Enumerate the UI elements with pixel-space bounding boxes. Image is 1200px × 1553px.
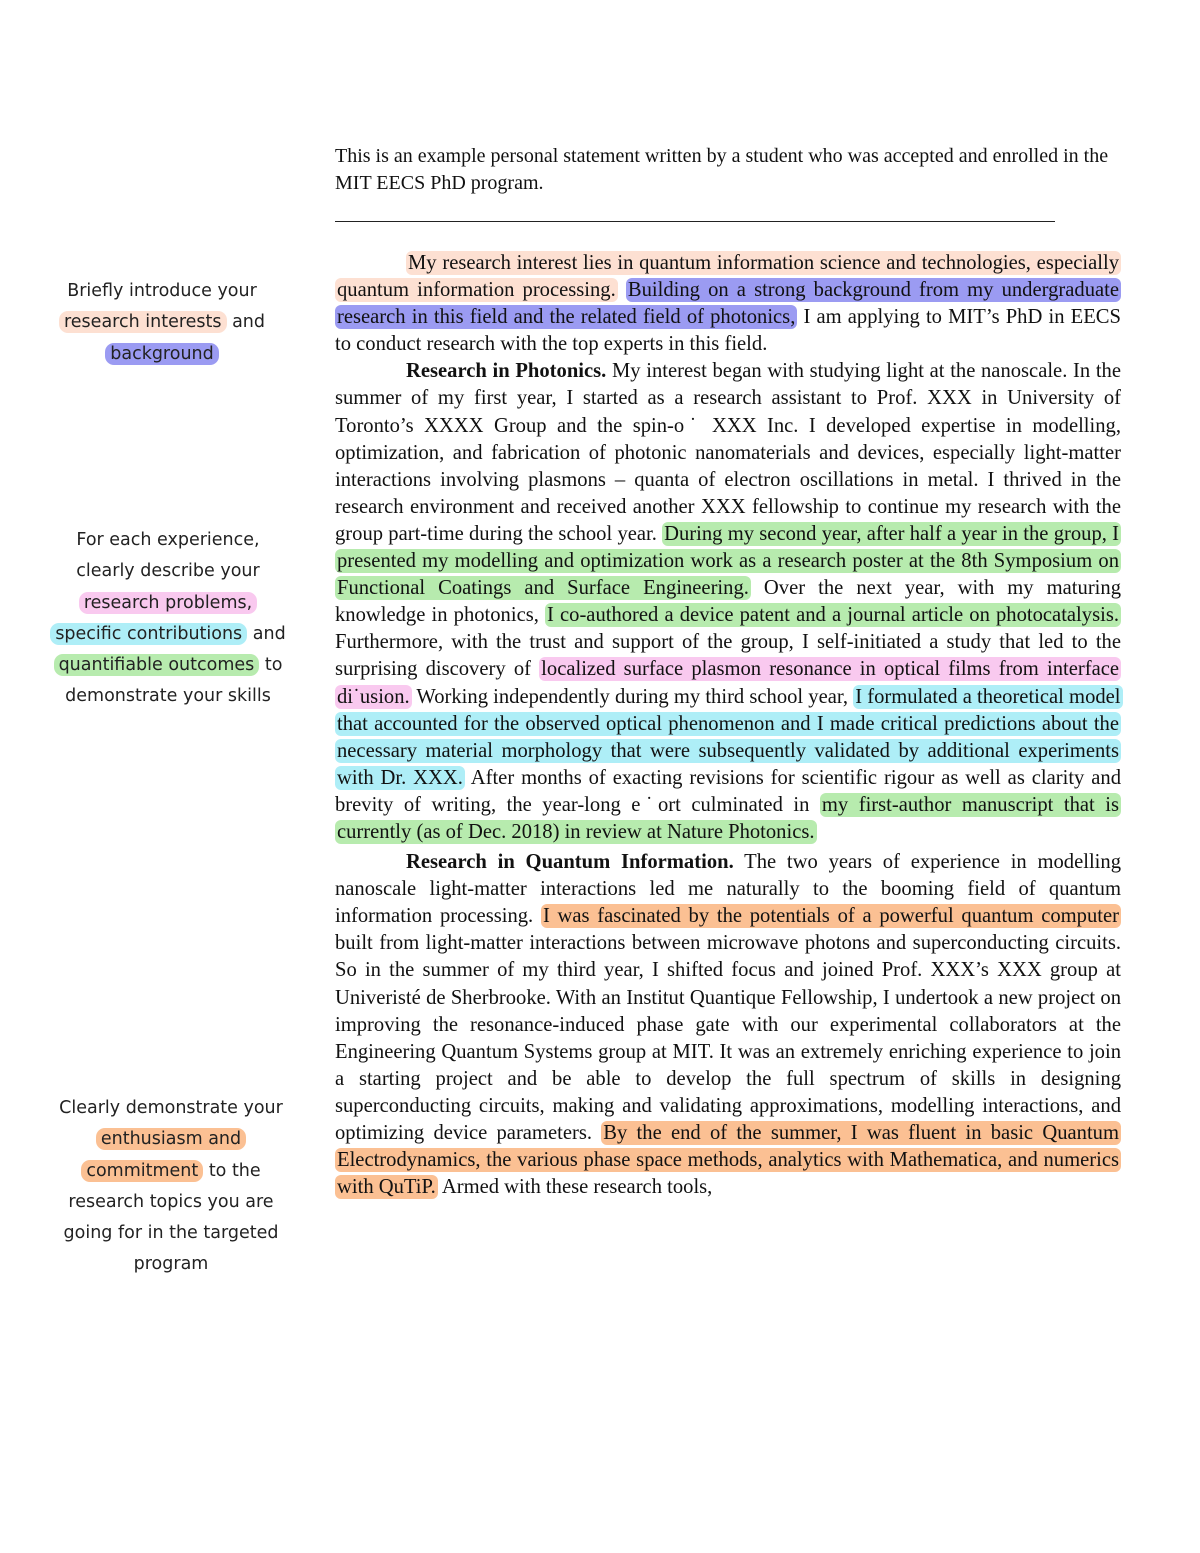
paragraph-text: Armed with these research tools, (437, 1176, 713, 1199)
note-highlight-background: background (105, 343, 219, 365)
section-heading-photonics: Research in Photonics. (406, 360, 607, 383)
paragraph-text: Furthermore, with the trust and support of the group, I self-initiated a study that led to the surprising discovery of (335, 631, 1121, 681)
paragraph-text: The two years of experience in modelling nanoscale light-matter interactions led me naturally to the booming field of quantum information processing. (335, 851, 1121, 928)
margin-note-enthusiasm (41, 1093, 301, 1281)
note-line: going for in the targeted (63, 1223, 279, 1244)
highlight-commitment: By the end of the summer, I was fluent in basic Quantum Electrodynamics, the various phase space methods, analytics with Mathematica, and numerics with QuTiP. (337, 1122, 1119, 1199)
note-text: to (259, 655, 283, 676)
note-highlight-specific-contributions: specific contributions (50, 623, 247, 645)
note-highlight-research-problems: research problems, (79, 592, 257, 614)
note-line (41, 1156, 301, 1187)
note-line (41, 1124, 301, 1155)
paragraph-photonics (335, 358, 1121, 846)
note-highlight-quantifiable-outcomes: quantifiable outcomes (54, 654, 260, 676)
note-highlight-enthusiasm: enthusiasm and (96, 1128, 246, 1150)
highlight-outcome-patent: I co-authored a device patent and a journal article on photocatalysis. (547, 604, 1119, 627)
paragraph-text: Over the next year, with my maturing knowledge in photonics, (335, 577, 1121, 627)
note-text: and (247, 623, 286, 644)
paragraph-text: After months of exacting revisions for scientific rigour as well as clarity and brevity of writing, the year-long e˙ort culminated in (335, 766, 1121, 816)
note-highlight-commitment: commitment (81, 1160, 203, 1182)
note-line (38, 588, 298, 619)
note-line: Clearly demonstrate your (59, 1098, 283, 1118)
paragraph-introduction (335, 250, 1121, 358)
note-line: For each experience, (76, 530, 260, 550)
paragraph-text: I am applying to MIT’s PhD in EECS to conduct research with the top experts in this field. (335, 306, 1121, 356)
intro-text: This is an example personal statement written by a student who was accepted and enrolled in the MIT EECS PhD program. (335, 145, 1109, 194)
separator-line (335, 221, 1055, 222)
note-line (38, 619, 298, 650)
note-line (38, 650, 298, 681)
note-line (32, 339, 292, 370)
highlight-research-interest: My research interest lies in quantum information science and technologies, especially quantum information processing. (337, 252, 1119, 302)
margin-note-experiences (38, 525, 298, 713)
highlight-research-problem: localized surface plasmon resonance in optical films from interface di˙usion. (337, 658, 1119, 708)
highlight-outcome-manuscript: my first-author manuscript that is currently (as of Dec. 2018) in review at Nature Photonics. (337, 793, 1119, 843)
paragraph-text: My interest began with studying light at the nanoscale. In the summer of my first year, I started as a research assistant to Prof. XXX in University of Toronto’s XXXX Group and the spin-o˙ XXX Inc. I developed expertise in modelling, optimization, and fabrication of photonic nanomaterials and devices, especially light-matter interactions involving plasmons – quanta of electron oscillations in metal. I thrived in the research environment and received another XXX fellowship to continue my research with the group part-time during the school year. (335, 360, 1121, 545)
highlight-background: Building on a strong background from my undergraduate research in this field and the related field of photonics, (337, 279, 1119, 329)
highlight-enthusiasm: I was fascinated by the potentials of a powerful quantum computer (542, 905, 1120, 928)
paragraph-text: built from light-matter interactions between microwave photons and superconducting circuits. So in the summer of my third year, I shifted focus and joined Prof. XXX’s XXX group at Univeristé de Sherbrooke. With an Institut Quantique Fellowship, I undertook a new project on improving the resonance-induced phase gate with our experimental collaborators at the Engineering Quantum Systems group at MIT. It was an extremely enriching experience to join a starting project and be able to develop the full spectrum of skills in designing superconducting circuits, making and validating approximations, modelling interactions, and optimizing device parameters. (335, 932, 1121, 1144)
highlight-outcome-poster: During my second year, after half a year in the group, I presented my modelling and optimization work as a research poster at the 8th Symposium on Functional Coatings and Surface Engineering. (337, 522, 1119, 600)
note-line: Briefly introduce your (67, 281, 257, 301)
highlight-contribution: I formulated a theoretical model that accounted for the observed optical phenomenon and I made critical predictions about the necessary material morphology that were subsequently validated by additional experiments with Dr. XXX. (337, 685, 1121, 789)
note-line: program (133, 1254, 209, 1275)
note-line (32, 307, 292, 338)
note-text: to the (203, 1160, 261, 1181)
note-line: research topics you are (68, 1191, 274, 1212)
margin-note-introduction (32, 276, 292, 370)
note-text: and (226, 312, 266, 333)
paragraph-text: Working independently during my third school year, (411, 685, 854, 708)
paragraph-quantum (335, 849, 1121, 1201)
note-line: clearly describe your (76, 561, 260, 582)
section-heading-quantum: Research in Quantum Information. (406, 851, 734, 874)
note-line: demonstrate your skills (65, 686, 271, 707)
note-highlight-research-interests: research interests (59, 311, 227, 333)
statement-body (335, 250, 1121, 1201)
